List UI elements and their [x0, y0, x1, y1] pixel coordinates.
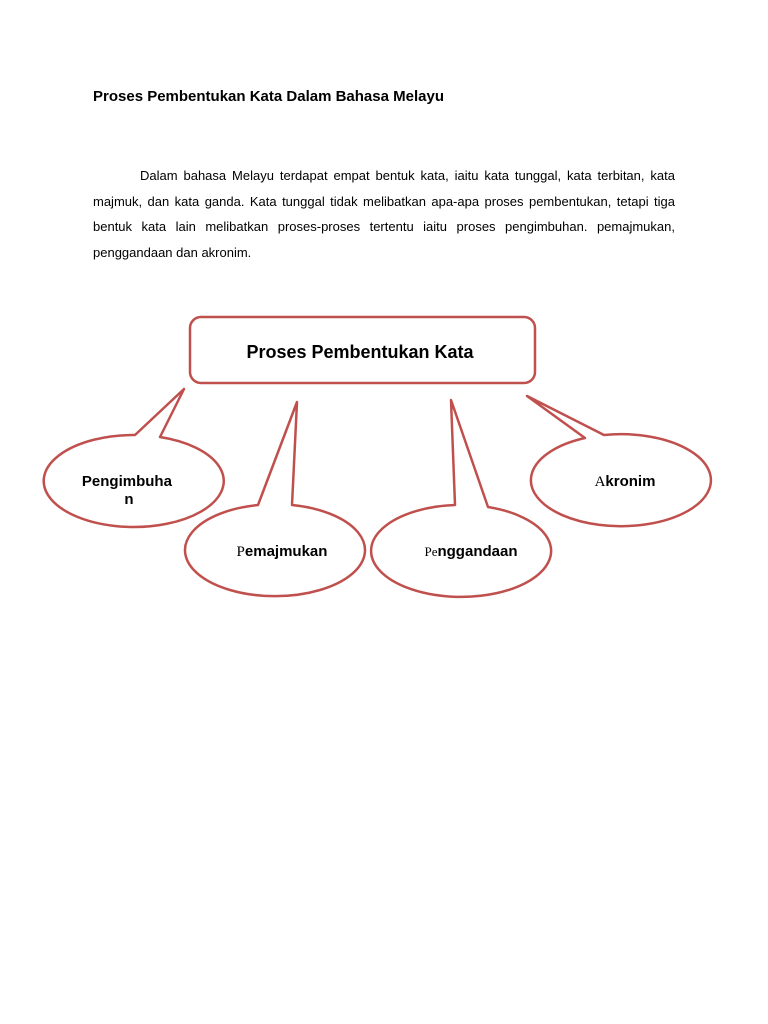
callout-penggandaan — [371, 400, 551, 597]
node-label-penggandaan — [424, 543, 517, 560]
callout-akronim — [527, 396, 711, 526]
node-label-akronim-initial: A — [594, 474, 606, 490]
node-label-pengimbuhan-line2: n — [124, 491, 134, 508]
node-label-penggandaan-initial: Pe — [424, 544, 438, 559]
root-label: Proses Pembentukan Kata — [246, 342, 474, 362]
node-label-pemajmukan — [237, 543, 328, 560]
callout-pengimbuhan — [44, 389, 224, 527]
node-label-penggandaan-rest: nggandaan — [437, 543, 518, 560]
intro-paragraph: Dalam bahasa Melayu terdapat empat bentuk kata, iaitu kata tunggal, kata terbitan, kata majmuk, dan kata ganda. Kata tunggal tidak melibatkan apa-apa proses pembentukan, tetapi tiga bentuk kata lain melibatkan proses-proses tertentu iaitu proses pengimbuhan. pemajmukan, penggandaan dan akronim. — [93, 168, 675, 260]
document-title: Proses Pembentukan Kata Dalam Bahasa Melayu — [93, 88, 444, 105]
node-label-pengimbuhan-line1: Pengimbuha — [81, 473, 172, 490]
node-label-akronim — [595, 473, 656, 490]
node-label-pemajmukan-initial: P — [236, 544, 245, 560]
node-label-pemajmukan-rest: emajmukan — [244, 543, 328, 560]
node-label-akronim-rest: kronim — [605, 473, 656, 490]
